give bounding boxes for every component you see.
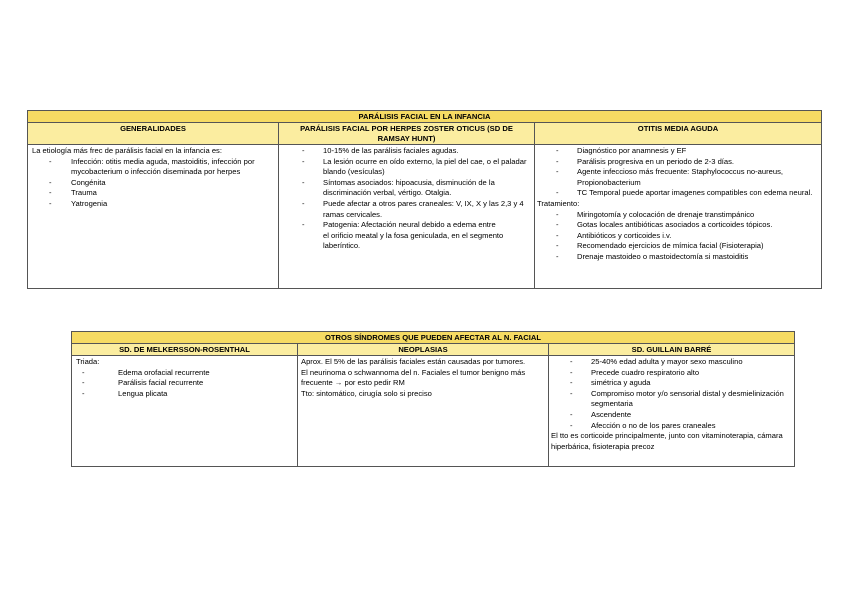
treatment-list: [537, 210, 818, 263]
list-item: - Congénita: [32, 178, 275, 189]
column-header-generalidades: GENERALIDADES: [28, 123, 279, 145]
list-item: - 25-40% edad adulta y mayor sexo masculino: [551, 357, 791, 368]
table-paralisis-facial-infancia: [27, 110, 822, 289]
ramsay-hunt-list: [283, 146, 531, 231]
table-title: PARÁLISIS FACIAL EN LA INFANCIA: [28, 111, 822, 123]
list-item: - Trauma: [32, 188, 275, 199]
otitis-list: [537, 146, 818, 199]
list-item: - Lengua plicata: [76, 389, 294, 400]
list-item: - Antibióticos y corticoides i.v.: [537, 231, 818, 242]
list-item: - simétrica y aguda: [551, 378, 791, 389]
cell-ramsay-hunt: [279, 145, 535, 289]
list-item: - Gotas locales antibióticas asociados a corticoides tópicos.: [537, 220, 818, 231]
treatment-label: Tratamiento:: [537, 198, 580, 208]
list-item: - TC Temporal puede aportar imagenes compatibles con edema neural.: [537, 188, 818, 199]
neoplasias-paragraph: Aprox. El 5% de las parálisis faciales están causadas por tumores.: [301, 357, 526, 366]
list-item: - Ascendente: [551, 410, 791, 421]
neoplasias-paragraph: El neurinoma o schwannoma del n. Faciales el tumor benigno más frecuente → por esto pedir RM: [301, 367, 526, 388]
cell-neoplasias: [298, 356, 549, 467]
column-header-neoplasias: NEOPLASIAS: [298, 344, 549, 356]
list-item: - La lesión ocurre en oído externo, la piel del cae, o el paladar blando (vesículas): [283, 157, 531, 178]
column-header-guillain-barre: SD. GUILLAIN BARRÉ: [549, 344, 795, 356]
column-header-melkersson-rosenthal: SD. DE MELKERSSON-ROSENTHAL: [72, 344, 298, 356]
list-item: - Compromiso motor y/o sensorial distal y desmielinización segmentaria: [551, 389, 791, 410]
list-item: - Yatrogenia: [32, 199, 275, 210]
list-item: - 10-15% de las parálisis faciales agudas.: [283, 146, 531, 157]
list-item: - Infección: otitis media aguda, mastoiditis, infección por mycobacterium o infección diseminada por herpes: [32, 157, 275, 178]
cell-generalidades: [28, 145, 279, 289]
list-item: - Patogenia: Afectación neural debido a edema entre: [283, 220, 531, 231]
table-otros-sindromes: [71, 331, 795, 467]
cell-melkersson-rosenthal: [72, 356, 298, 467]
table-title: OTROS SÍNDROMES QUE PUEDEN AFECTAR AL N. FACIAL: [72, 332, 795, 344]
list-item: - Puede afectar a otros pares craneales: V, IX, X y las 2,3 y 4 ramas cervicales.: [283, 199, 531, 220]
continuation-text: el orificio meatal y la fosa geniculada, en el segmento laberíntico.: [323, 230, 504, 251]
list-item: - Miringotomía y colocación de drenaje transtimpánico: [537, 210, 818, 221]
list-item: - Recomendado ejercicios de mímica facial (Fisioterapia): [537, 241, 818, 252]
cell-otitis-media: [535, 145, 822, 289]
list-item: - Parálisis progresiva en un periodo de 2-3 días.: [537, 157, 818, 168]
guillain-barre-list: [551, 357, 791, 431]
list-item: - Afección o no de los pares craneales: [551, 421, 791, 432]
etiology-list: [32, 157, 275, 210]
list-item: - Agente infeccioso más frecuente: Staphylococcus no-aureus, Propionobacterium: [537, 167, 818, 188]
list-item: - Síntomas asociados: hipoacusia, disminución de la discriminación verbal, vértigo. Otalgia.: [283, 178, 531, 199]
list-item: - Edema orofacial recurrente: [76, 368, 294, 379]
intro-text: La etiología más frec de parálisis facial en la infancia es:: [32, 146, 222, 155]
list-item: - Precede cuadro respiratorio alto: [551, 368, 791, 379]
column-header-ramsay-hunt: PARÁLISIS FACIAL POR HERPES ZOSTER OTICUS (SD DE RAMSAY HUNT): [279, 123, 535, 145]
list-item: - Parálisis facial recurrente: [76, 378, 294, 389]
closing-text: El tto es corticoide principalmente, junto con vitaminoterapia, cámara hiperbárica, fisioterapia precoz: [551, 431, 783, 451]
triad-label: Triada:: [76, 357, 100, 366]
column-header-otitis-media: OTITIS MEDIA AGUDA: [535, 123, 822, 145]
list-item: - Drenaje mastoideo o mastoidectomía si mastoiditis: [537, 252, 818, 263]
neoplasias-paragraph: Tto: sintomático, cirugía solo si preciso: [301, 388, 432, 398]
triad-list: [76, 368, 294, 400]
cell-guillain-barre: [549, 356, 795, 467]
list-item: - Diagnóstico por anamnesis y EF: [537, 146, 818, 157]
